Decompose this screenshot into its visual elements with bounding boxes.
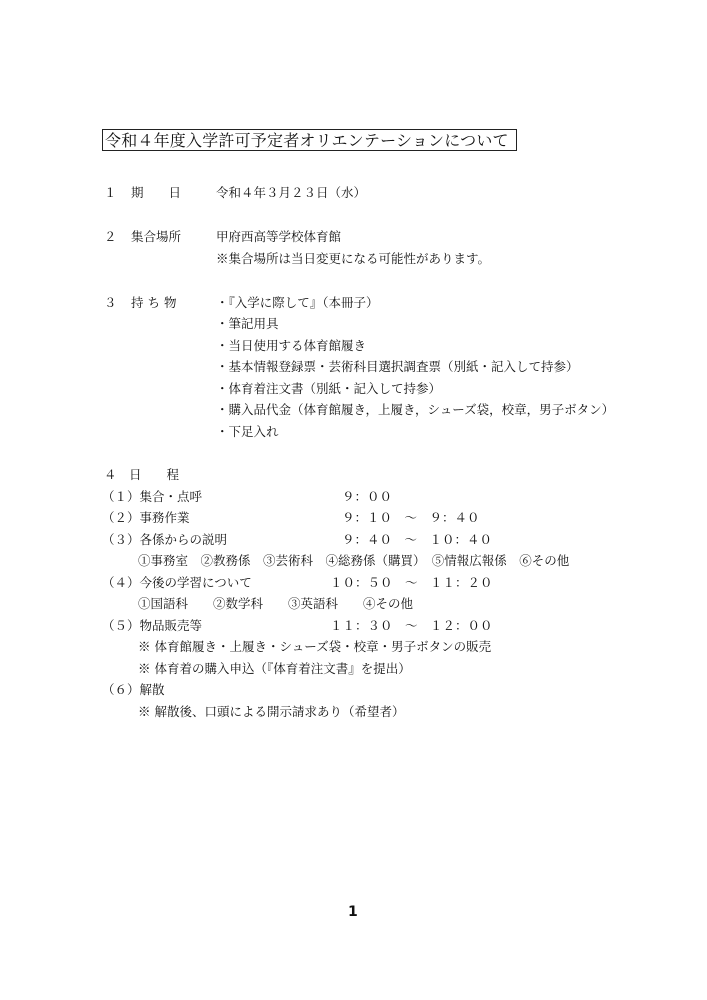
schedule-row-sub: ※ 解散後、口頭による開示請求あり（希望者）	[138, 704, 405, 719]
schedule-row-time: ９：４０ ～ １０：４０	[342, 532, 493, 547]
schedule-heading: ４ 日 程	[104, 467, 180, 482]
schedule-row-sub: ①事務室 ②教務係 ③芸術科 ④総務係（購買） ⑤情報広報係 ⑥その他	[138, 553, 570, 568]
date-value: 令和４年３月２３日（水）	[216, 185, 367, 200]
belongings-item: ・筆記用具	[216, 316, 279, 331]
schedule-row-label: （４）今後の学習について	[102, 575, 252, 590]
schedule-row-label: （６）解散	[102, 682, 165, 697]
schedule-row-sub: ※ 体育館履き・上履き・シューズ袋・校章・男子ボタンの販売	[138, 639, 492, 654]
belongings-item: ・下足入れ	[216, 424, 279, 439]
schedule-row-label: （１）集合・点呼	[102, 489, 203, 504]
schedule-row-label: （５）物品販売等	[102, 618, 203, 633]
section-number: １	[104, 185, 117, 200]
schedule-row-label: （３）各係からの説明	[102, 532, 228, 547]
belongings-item: ・体育着注文書（別紙・記入して持参）	[216, 381, 442, 396]
page-number: 1	[348, 904, 358, 920]
schedule-row-time: ９：００	[342, 489, 393, 504]
page-title: 令和４年度入学許可予定者オリエンテーションについて	[102, 129, 517, 151]
section-label-belongings: 持 ち 物	[131, 295, 177, 310]
schedule-row-time: １１：３０ ～ １２：００	[330, 618, 493, 633]
place-value: 甲府西高等学校体育館	[216, 229, 342, 244]
section-number: ３	[104, 295, 117, 310]
schedule-row-label: （２）事務作業	[102, 510, 190, 525]
belongings-item: ・購入品代金（体育館履き，上履き，シューズ袋，校章，男子ボタン）	[216, 402, 615, 417]
place-note: ※集合場所は当日変更になる可能性があります。	[216, 251, 491, 266]
section-number: ２	[104, 229, 117, 244]
schedule-row-time: ９：１０ ～ ９：４０	[342, 510, 480, 525]
schedule-row-time: １０：５０ ～ １１：２０	[330, 575, 493, 590]
belongings-item: ・基本情報登録票・芸術科目選択調査票（別紙・記入して持参）	[216, 359, 579, 374]
belongings-item: ・『入学に際して』（本冊子）	[216, 295, 379, 310]
schedule-row-sub: ※ 体育着の購入申込（『体育着注文書』を提出）	[138, 661, 411, 676]
schedule-row-sub: ①国語科 ②数学科 ③英語科 ④その他	[138, 596, 414, 611]
section-label-date: 期 日	[131, 185, 182, 200]
belongings-item: ・当日使用する体育館履き	[216, 338, 367, 353]
section-label-place: 集合場所	[131, 229, 182, 244]
